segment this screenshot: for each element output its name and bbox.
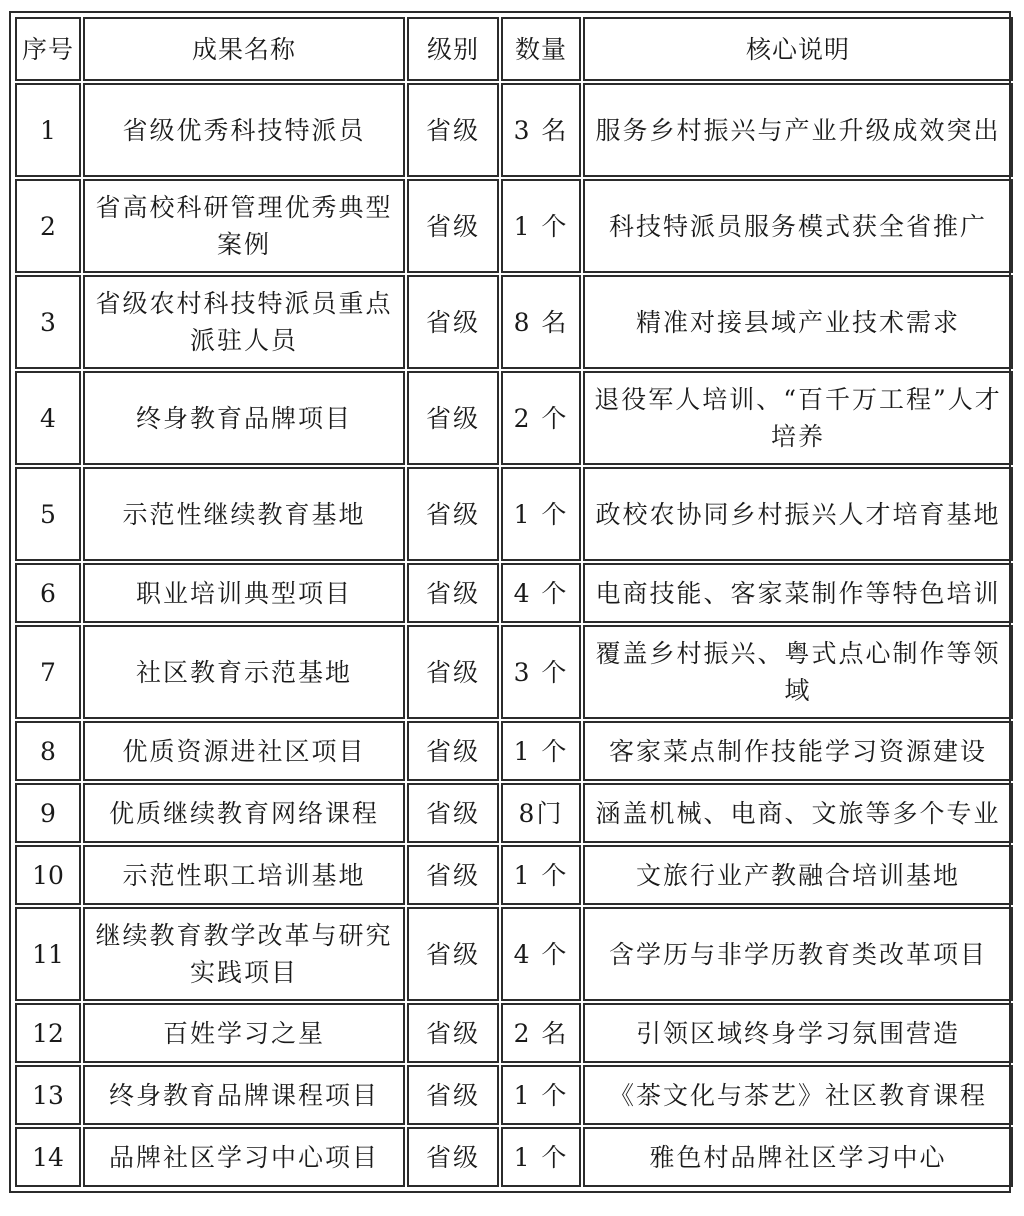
table-row — [15, 563, 1013, 623]
cell-level: 省级 — [407, 1003, 499, 1063]
cell-quantity: 1 个 — [501, 845, 581, 905]
cell-level: 省级 — [407, 907, 499, 1001]
cell-name: 优质资源进社区项目 — [83, 721, 405, 781]
achievements-table-frame — [9, 11, 1011, 1193]
header-level: 级别 — [407, 17, 499, 81]
cell-index: 13 — [15, 1065, 81, 1125]
cell-description: 科技特派员服务模式获全省推广 — [583, 179, 1013, 273]
cell-quantity: 1 个 — [501, 179, 581, 273]
cell-description: 涵盖机械、电商、文旅等多个专业 — [583, 783, 1013, 843]
cell-name: 省级优秀科技特派员 — [83, 83, 405, 177]
cell-quantity: 3 名 — [501, 83, 581, 177]
cell-level: 省级 — [407, 83, 499, 177]
cell-quantity: 1 个 — [501, 721, 581, 781]
achievements-table — [13, 15, 1015, 1189]
table-row — [15, 83, 1013, 177]
cell-name: 终身教育品牌课程项目 — [83, 1065, 405, 1125]
cell-description: 文旅行业产教融合培训基地 — [583, 845, 1013, 905]
table-row — [15, 1003, 1013, 1063]
cell-index: 14 — [15, 1127, 81, 1187]
table-row — [15, 371, 1013, 465]
cell-quantity: 4 个 — [501, 907, 581, 1001]
cell-description: 覆盖乡村振兴、粤式点心制作等领域 — [583, 625, 1013, 719]
cell-level: 省级 — [407, 1127, 499, 1187]
table-row — [15, 721, 1013, 781]
cell-name: 职业培训典型项目 — [83, 563, 405, 623]
cell-quantity: 8门 — [501, 783, 581, 843]
cell-level: 省级 — [407, 1065, 499, 1125]
cell-index: 12 — [15, 1003, 81, 1063]
cell-level: 省级 — [407, 783, 499, 843]
cell-level: 省级 — [407, 467, 499, 561]
cell-level: 省级 — [407, 371, 499, 465]
table-row — [15, 179, 1013, 273]
cell-name: 品牌社区学习中心项目 — [83, 1127, 405, 1187]
cell-name: 社区教育示范基地 — [83, 625, 405, 719]
cell-quantity: 3 个 — [501, 625, 581, 719]
table-row — [15, 625, 1013, 719]
cell-level: 省级 — [407, 845, 499, 905]
table-row — [15, 907, 1013, 1001]
table-row — [15, 1127, 1013, 1187]
cell-index: 7 — [15, 625, 81, 719]
table-row — [15, 467, 1013, 561]
table-header-row — [15, 17, 1013, 81]
cell-index: 11 — [15, 907, 81, 1001]
cell-index: 9 — [15, 783, 81, 843]
cell-name: 省级农村科技特派员重点派驻人员 — [83, 275, 405, 369]
table-row — [15, 1065, 1013, 1125]
header-quantity: 数量 — [501, 17, 581, 81]
table-row — [15, 783, 1013, 843]
cell-quantity: 1 个 — [501, 1065, 581, 1125]
header-name: 成果名称 — [83, 17, 405, 81]
cell-quantity: 1 个 — [501, 1127, 581, 1187]
cell-quantity: 2 名 — [501, 1003, 581, 1063]
cell-index: 5 — [15, 467, 81, 561]
cell-index: 10 — [15, 845, 81, 905]
cell-description: 政校农协同乡村振兴人才培育基地 — [583, 467, 1013, 561]
table-row — [15, 845, 1013, 905]
cell-name: 终身教育品牌项目 — [83, 371, 405, 465]
cell-index: 6 — [15, 563, 81, 623]
cell-name: 优质继续教育网络课程 — [83, 783, 405, 843]
cell-description: 电商技能、客家菜制作等特色培训 — [583, 563, 1013, 623]
cell-index: 8 — [15, 721, 81, 781]
cell-index: 2 — [15, 179, 81, 273]
cell-level: 省级 — [407, 563, 499, 623]
cell-quantity: 1 个 — [501, 467, 581, 561]
cell-name: 百姓学习之星 — [83, 1003, 405, 1063]
cell-index: 4 — [15, 371, 81, 465]
header-description: 核心说明 — [583, 17, 1013, 81]
table-row — [15, 275, 1013, 369]
cell-description: 客家菜点制作技能学习资源建设 — [583, 721, 1013, 781]
header-index: 序号 — [15, 17, 81, 81]
cell-index: 1 — [15, 83, 81, 177]
cell-name: 示范性继续教育基地 — [83, 467, 405, 561]
cell-level: 省级 — [407, 275, 499, 369]
cell-description: 雅色村品牌社区学习中心 — [583, 1127, 1013, 1187]
cell-name: 省高校科研管理优秀典型案例 — [83, 179, 405, 273]
cell-description: 含学历与非学历教育类改革项目 — [583, 907, 1013, 1001]
cell-quantity: 8 名 — [501, 275, 581, 369]
cell-level: 省级 — [407, 721, 499, 781]
cell-index: 3 — [15, 275, 81, 369]
cell-level: 省级 — [407, 179, 499, 273]
cell-name: 继续教育教学改革与研究实践项目 — [83, 907, 405, 1001]
cell-description: 精准对接县域产业技术需求 — [583, 275, 1013, 369]
cell-description: 退役军人培训、“百千万工程”人才培养 — [583, 371, 1013, 465]
cell-quantity: 2 个 — [501, 371, 581, 465]
cell-level: 省级 — [407, 625, 499, 719]
cell-quantity: 4 个 — [501, 563, 581, 623]
cell-description: 《茶文化与茶艺》社区教育课程 — [583, 1065, 1013, 1125]
cell-name: 示范性职工培训基地 — [83, 845, 405, 905]
cell-description: 服务乡村振兴与产业升级成效突出 — [583, 83, 1013, 177]
cell-description: 引领区域终身学习氛围营造 — [583, 1003, 1013, 1063]
